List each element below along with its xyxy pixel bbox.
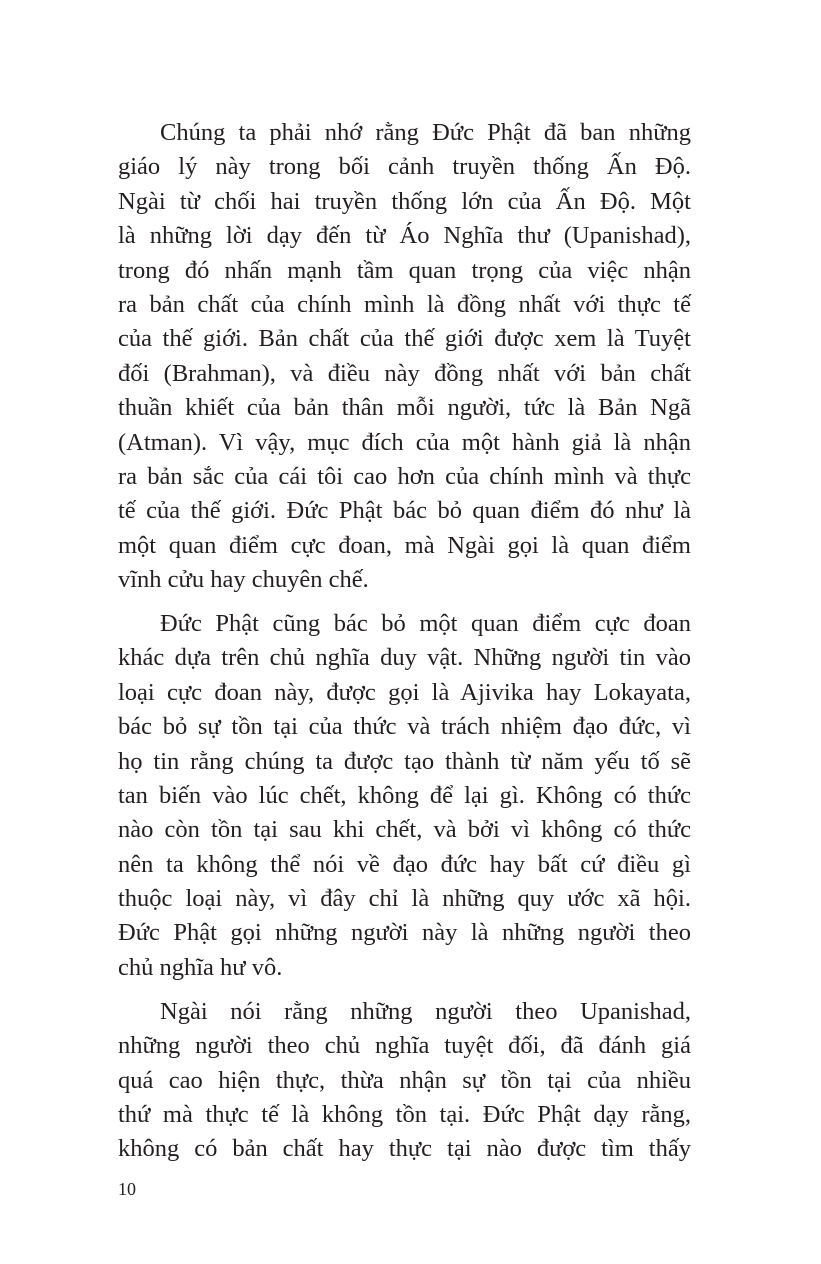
text-line: Chúng ta phải nhớ rằng Đức Phật đã ban những	[160, 119, 691, 146]
paragraph	[118, 116, 691, 597]
text-line: Ngài nói rằng những người theo Upanishad,	[160, 997, 691, 1025]
page-body	[118, 116, 691, 1176]
text-line: loại cực đoan này, được gọi là Ajivika hay Lokayata,	[118, 678, 691, 706]
text-line: chủ nghĩa hư vô.	[118, 953, 283, 981]
text-line: nào còn tồn tại sau khi chết, và bởi vì không có thức	[118, 816, 691, 844]
text-line: ra bản sắc của cái tôi cao hơn của chính mình và thực	[118, 462, 691, 490]
text-line: tế của thế giới. Đức Phật bác bỏ quan điểm đó như là	[118, 497, 691, 525]
text-line: thuần khiết của bản thân mỗi người, tức là Bản Ngã	[118, 394, 691, 422]
text-line: nên ta không thể nói về đạo đức hay bất cứ điều gì	[118, 850, 691, 878]
text-line: quá cao hiện thực, thừa nhận sự tồn tại của nhiều	[118, 1066, 691, 1094]
text-line: vĩnh cửu hay chuyên chế.	[118, 566, 369, 594]
text-line: khác dựa trên chủ nghĩa duy vật. Những người tin vào	[118, 644, 691, 672]
text-line: giáo lý này trong bối cảnh truyền thống Ấn Độ.	[118, 153, 691, 181]
text-line: không có bản chất hay thực tại nào được tìm thấy	[118, 1135, 691, 1163]
page-number: 10	[118, 1179, 136, 1199]
text-line: đối (Brahman), và điều này đồng nhất với bản chất	[118, 359, 691, 387]
text-line: thuộc loại này, vì đây chỉ là những quy ước xã hội.	[118, 885, 691, 913]
text-line: những người theo chủ nghĩa tuyệt đối, đã đánh giá	[118, 1032, 691, 1060]
text-line: ra bản chất của chính mình là đồng nhất với thực tế	[118, 290, 691, 318]
text-line: (Atman). Vì vậy, mục đích của một hành giả là nhận	[118, 428, 691, 456]
text-line: họ tin rằng chúng ta được tạo thành từ năm yếu tố sẽ	[118, 747, 691, 775]
text-line: một quan điểm cực đoan, mà Ngài gọi là quan điểm	[118, 531, 691, 559]
text-line: trong đó nhấn mạnh tầm quan trọng của việc nhận	[118, 256, 691, 284]
text-line: Đức Phật cũng bác bỏ một quan điểm cực đoan	[160, 609, 691, 637]
text-line: là những lời dạy đến từ Áo Nghĩa thư (Upanishad),	[118, 222, 691, 250]
text-line: Ngài từ chối hai truyền thống lớn của Ấn Độ. Một	[118, 187, 691, 215]
text-line: của thế giới. Bản chất của thế giới được xem là Tuyệt	[118, 325, 691, 353]
paragraph	[118, 607, 691, 985]
text-line: tan biến vào lúc chết, không để lại gì. Không có thức	[118, 781, 691, 809]
paragraph	[118, 995, 691, 1167]
text-line: bác bỏ sự tồn tại của thức và trách nhiệm đạo đức, vì	[118, 713, 691, 741]
text-line: Đức Phật gọi những người này là những người theo	[118, 919, 691, 947]
text-line: thứ mà thực tế là không tồn tại. Đức Phật dạy rằng,	[118, 1100, 691, 1128]
